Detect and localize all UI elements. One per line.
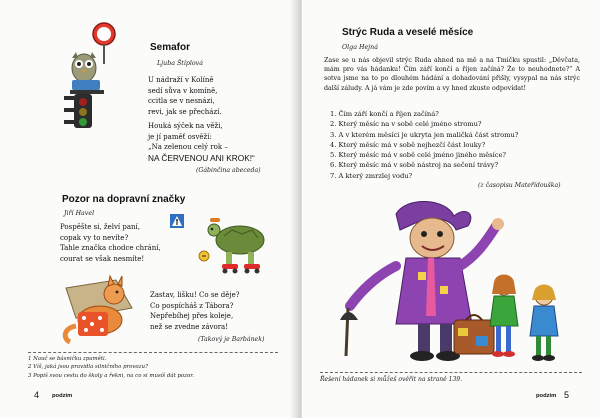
two-girls-illustration bbox=[482, 266, 572, 366]
season-label-left: podzim bbox=[52, 393, 73, 399]
poem-line: Houká sýček na věži, bbox=[148, 122, 223, 130]
poem-line: revi, jak se přechází. bbox=[148, 107, 222, 116]
pedestrian-crossing-sign-icon bbox=[170, 214, 184, 228]
riddle-item: 1. Čím září končí a říjen začíná? bbox=[330, 110, 439, 118]
pozor-stanza-2 bbox=[150, 290, 240, 332]
poem-line: Zastav, lišku! Co se děje? bbox=[150, 291, 240, 299]
poem-line: U nádraží v Kolíně bbox=[148, 76, 214, 84]
poem-line: než se zvedne závora! bbox=[150, 322, 229, 331]
semafor-author: Ljuba Štíplová bbox=[157, 60, 203, 67]
poem-line: courat se však nesmíte! bbox=[60, 254, 145, 263]
left-page bbox=[0, 0, 298, 418]
semafor-title: Semafor bbox=[150, 42, 191, 53]
footnote: 3 Popiš svou cestu do školy a řekni, na co si musíš dát pozor. bbox=[28, 372, 194, 379]
semafor-source: (Gábinčina abeceda) bbox=[196, 167, 261, 174]
riddle-item: 6. Který měsíc má v sobě nástroj na sečení trávy? bbox=[330, 161, 499, 170]
riddle-list bbox=[330, 109, 518, 181]
riddle-item: 4. Který měsíc má v sobě nejhezčí část louky? bbox=[330, 140, 486, 149]
pozor-title: Pozor na dopravní značky bbox=[62, 194, 186, 205]
footnotes bbox=[28, 355, 194, 380]
season-label-right: podzim bbox=[536, 393, 557, 399]
riddle-item: 3. A v kterém měsíci je ukryta jen maličká část stromu? bbox=[330, 130, 519, 139]
answer-divider bbox=[320, 372, 582, 373]
riddle-item: 2. Který měsíc na v sobě celé jméno stromu? bbox=[330, 120, 482, 129]
poem-line: je jí paměť osvěží: bbox=[148, 132, 212, 141]
poem-line: copak vy to nevíte? bbox=[60, 233, 129, 242]
poem-line: Tahle značka chodce chrání, bbox=[60, 244, 161, 252]
right-page bbox=[302, 0, 600, 418]
semafor-stanza-1 bbox=[148, 75, 222, 117]
poem-line: Pospěšte si, želví paní, bbox=[60, 223, 141, 231]
fox-with-bag-illustration bbox=[56, 268, 142, 346]
story-source: (z časopisu Mateřídouška) bbox=[478, 182, 561, 189]
story-author: Olga Hejná bbox=[342, 44, 378, 51]
pozor-stanza-1 bbox=[60, 222, 161, 264]
owl-on-traffic-light-illustration bbox=[58, 20, 120, 130]
footnote: 2 Víš, jaká jsou pravidla silničního provozu? bbox=[28, 364, 148, 371]
poem-line: ccitla se v nesnázi, bbox=[148, 97, 215, 105]
turtle-on-rollerskates-illustration bbox=[196, 210, 274, 276]
poem-line: Co pospícháš z Tábora? bbox=[150, 301, 234, 310]
poem-line: „Na zelenou celý rok – bbox=[148, 143, 228, 151]
page-number-right: 5 bbox=[564, 390, 570, 400]
poem-line: sedí sůva v komíně, bbox=[148, 86, 218, 95]
page-number-left: 4 bbox=[34, 390, 40, 400]
pozor-author: Jiří Havel bbox=[64, 210, 95, 217]
story-title: Strýc Ruda a veselé měsíce bbox=[342, 27, 474, 38]
pozor-source: (Takový je Barbánek) bbox=[198, 336, 265, 343]
riddle-item: 7. A který zmrzlej vodu? bbox=[330, 171, 413, 180]
answer-note: Řešení hádanek si můžeš ověřit na straně 139. bbox=[320, 376, 462, 383]
footnote: 1 Nauč se básničku zpaměti. bbox=[28, 356, 107, 362]
poem-line-loud: NA ČERVENOU ANI KROK!“ bbox=[148, 152, 255, 163]
riddle-item: 5. Který měsíc má v sobě celé jméno jiného měsíce? bbox=[330, 151, 507, 160]
footnote-divider bbox=[28, 352, 278, 353]
story-intro: Zase se u nás objevil strýc Ruda ahned na mě a na Tmičku spustil: „Děvčata, mám pro vás hádanku! Čím září končí a říjen začíná? Že to neuhodnete?“ A sotva jsme na to po dlouhém hádání a dohadování přišly, vysypal na nás strýc další záludy. A já vám je zde povím a vy hned zkuste odpovídat! bbox=[324, 57, 580, 92]
semafor-stanza-2 bbox=[148, 121, 255, 163]
poem-line: Nepřebíhej přes koleje, bbox=[150, 312, 234, 320]
